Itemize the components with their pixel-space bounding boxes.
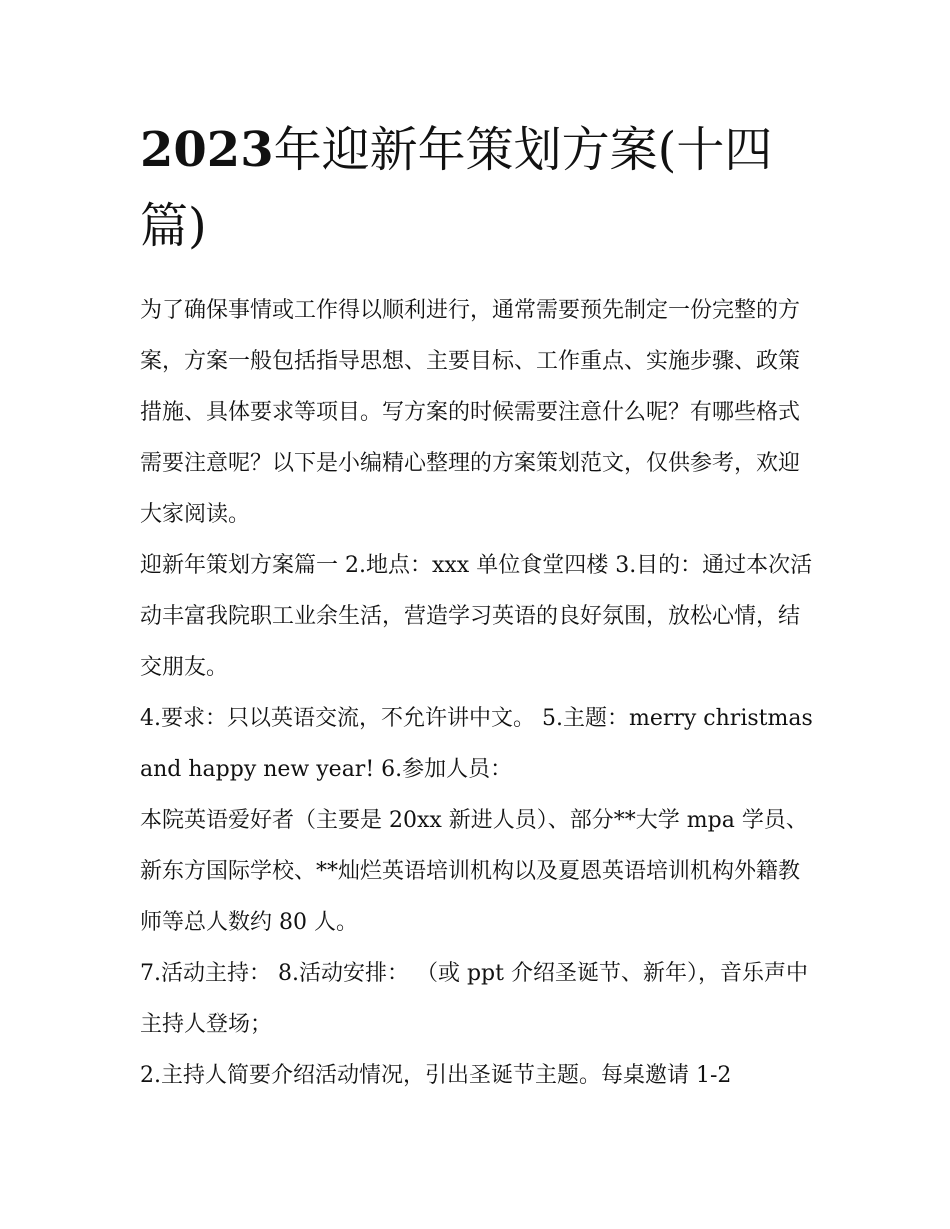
title-year: 2023 — [140, 122, 274, 178]
document-page — [140, 112, 820, 1101]
host-intro-paragraph: 2.主持人简要介绍活动情况，引出圣诞节主题。每桌邀请 1-2 — [140, 1063, 732, 1088]
title-text: 年迎新年策划方案(十四篇) — [140, 122, 773, 254]
document-title — [140, 112, 820, 264]
section-paragraph-1: 迎新年策划方案篇一 2.地点：xxx 单位食堂四楼 3.目的：通过本次活动丰富我院职工业余生活，营造学习英语的良好氛围，放松心情，结交朋友。 — [140, 553, 813, 680]
requirements-paragraph: 4.要求：只以英语交流，不允许讲中文。 5.主题：merry christmas and happy new year! 6.参加人员： — [140, 706, 813, 782]
host-schedule-paragraph: 7.活动主持： 8.活动安排： （或 ppt 介绍圣诞节、新年），音乐声中主持人登场； — [140, 961, 808, 1037]
participants-paragraph: 本院英语爱好者（主要是 20xx 新进人员）、部分**大学 mpa 学员、新东方国际学校、**灿烂英语培训机构以及夏恩英语培训机构外籍教师等总人数约 80 人。 — [140, 808, 808, 935]
intro-paragraph: 为了确保事情或工作得以顺利进行，通常需要预先制定一份完整的方案，方案一般包括指导思想、主要目标、工作重点、实施步骤、政策措施、具体要求等项目。写方案的时候需要注意什么呢？有哪些格式需要注意呢？以下是小编精心整理的方案策划范文，仅供参考，欢迎大家阅读。 — [140, 298, 801, 527]
